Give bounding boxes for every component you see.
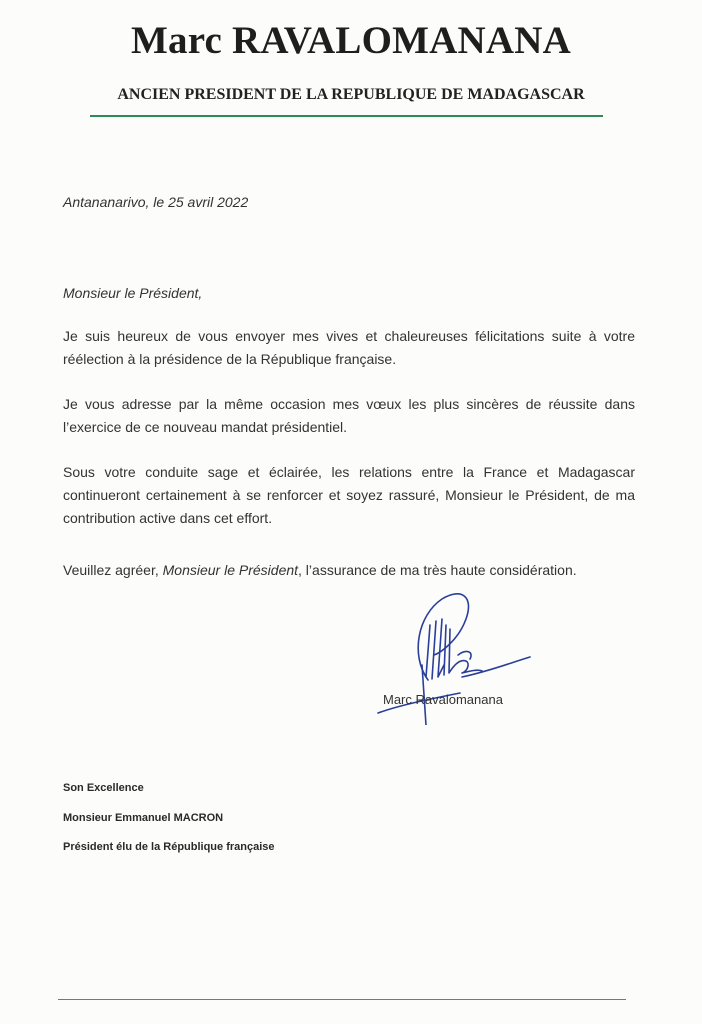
- letterhead-subtitle: ANCIEN PRESIDENT DE LA REPUBLIQUE DE MADAGASCAR: [117, 86, 585, 103]
- closing-text-start: Veuillez agréer,: [63, 562, 163, 578]
- paragraph-wishes: [63, 393, 635, 439]
- recipient-name: Monsieur Emmanuel MACRON: [63, 812, 224, 824]
- paragraph-relations: [63, 461, 635, 530]
- paragraph-closing: [63, 559, 635, 582]
- paragraph-line: continueront certainement à se renforcer et soyez rassuré, Monsieur le Président, de ma: [63, 487, 635, 503]
- paragraph-line: réélection à la présidence de la République française.: [63, 351, 397, 367]
- footer-rule: [58, 999, 626, 1000]
- recipient-title: Son Excellence: [63, 782, 144, 794]
- letterhead-name: Marc RAVALOMANANA: [131, 19, 571, 62]
- paragraph-congratulations: [63, 325, 635, 371]
- paragraph-line: contribution active dans cet effort.: [63, 510, 273, 526]
- paragraph-line: l’exercice de ce nouveau mandat présidentiel.: [63, 419, 348, 435]
- closing-text-end: , l’assurance de ma très haute considération.: [298, 562, 577, 578]
- signatory-name: Marc Ravalomanana: [383, 692, 503, 707]
- salutation: Monsieur le Président,: [63, 285, 203, 301]
- letterhead-rule: [90, 115, 603, 117]
- closing-text-italic: Monsieur le Président: [162, 562, 299, 578]
- recipient-position: Président élu de la République française: [63, 841, 275, 853]
- dateline: Antananarivo, le 25 avril 2022: [63, 194, 249, 210]
- paragraph-line: Je suis heureux de vous envoyer mes vives et chaleureuses félicitations suite à votre: [63, 328, 635, 344]
- paragraph-line: Je vous adresse par la même occasion mes vœux les plus sincères de réussite dans: [63, 396, 635, 412]
- paragraph-line: Sous votre conduite sage et éclairée, les relations entre la France et Madagascar: [63, 464, 635, 480]
